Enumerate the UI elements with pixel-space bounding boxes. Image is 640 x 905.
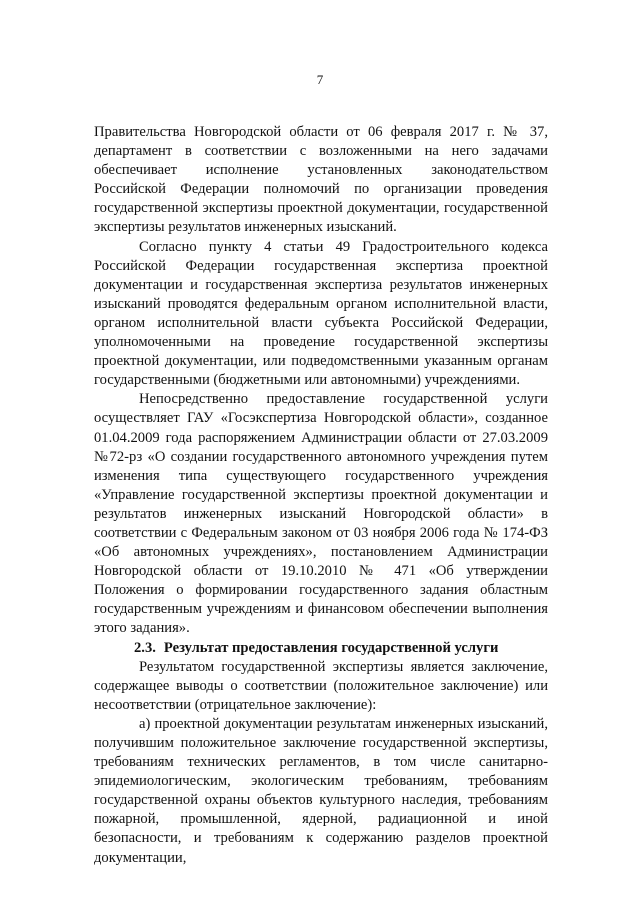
result-paragraph: Результатом государственной экспертизы является заключение, содержащее выводы о соответствии (положительное заключение) или несоответствии (отрицательное заключение): (94, 658, 548, 713)
section-heading (94, 639, 548, 658)
section-number: 2.3. (134, 639, 156, 656)
page-number: 7 (316, 72, 324, 87)
body-text (94, 123, 548, 868)
paragraph-2: Согласно пункту 4 статьи 49 Градостроительного кодекса Российской Федерации государственная экспертиза проектной документации и государственная экспертиза результатов инженерных изысканий проводятся федеральным органом исполнительной власти, органом исполнительной власти субъекта Российской Федерации, уполномоченными на проведение государственной экспертизы проектной документации, или подведомственными указанным органам государственными (бюджетными или автономными) учреждениями. (94, 238, 548, 389)
list-item-a: а) проектной документации результатам инженерных изысканий, получившим положительное заключение государственной экспертизы, требованиям технических регламентов, в том числе санитарно-эпидемиологическим, экологическим требованиям, требованиям государственной охраны объектов культурного наследия, требованиям пожарной, промышленной, ядерной, радиационной и иной безопасности, и требованиям к содержанию разделов проектной документации, (94, 715, 548, 866)
paragraph-1: Правительства Новгородской области от 06 февраля 2017 г. № 37, департамент в соответствии с возложенными на него задачами обеспечивает исполнение установленных законодательством Российской Федерации полномочий по организации проведения государственной экспертизы проектной документации, государственной экспертизы результатов инженерных изысканий. (94, 124, 548, 236)
paragraph-3: Непосредственно предоставление государственной услуги осуществляет ГАУ «Госэкспертиза Новгородской области», созданное 01.04.2009 года распоряжением Администрации области от 27.03.2009 №72-рз «О создании государственного автономного учреждения путем изменения типа существующего государственного учреждения «Управление государственной экспертизы проектной документации и результатов инженерных изысканий Новгородской области» в соответствии с Федеральным законом от 03 ноября 2006 года № 174-ФЗ «Об автономных учреждениях», постановлением Администрации Новгородской области от 19.10.2010 № 471 «Об утверждении Положения о формировании государственного задания областным государственным учреждениям и финансовом обеспечении выполнения этого задания». (94, 391, 548, 637)
section-title: Результат предоставления государственной услуги (163, 639, 499, 656)
